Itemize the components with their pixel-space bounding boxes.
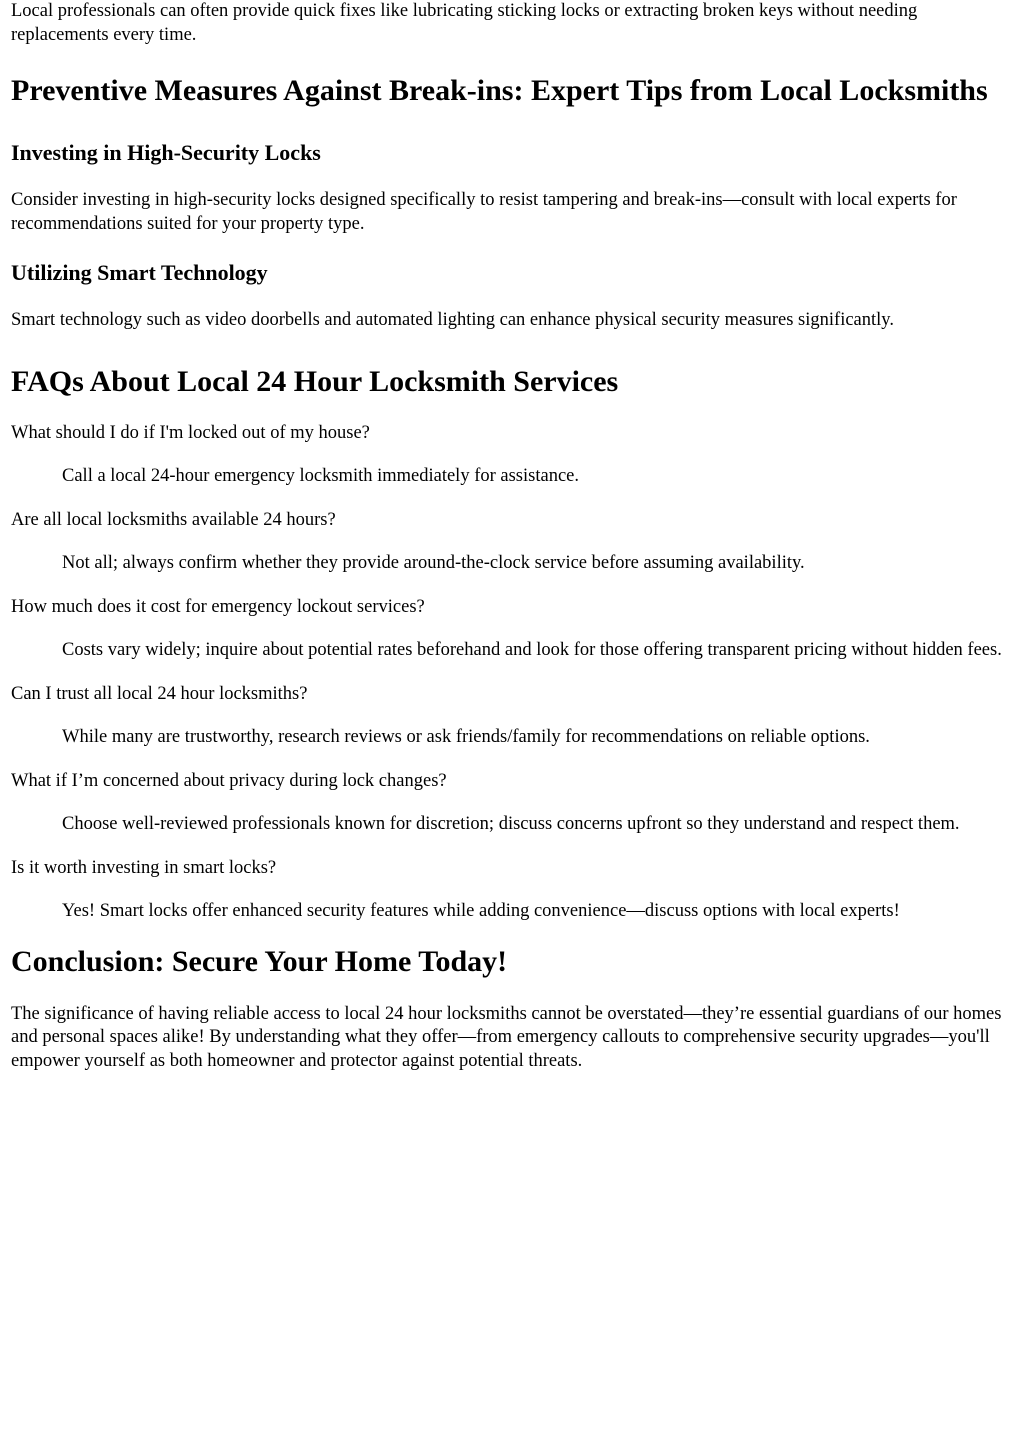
- preventive-heading: Preventive Measures Against Break-ins: Expert Tips from Local Locksmiths: [11, 74, 988, 107]
- faq-question: Can I trust all local 24 hour locksmiths?: [11, 683, 308, 704]
- faq-answer: Not all; always confirm whether they provide around-the-clock service before assuming availability.: [62, 553, 805, 573]
- investing-locks-paragraph: Consider investing in high-security locks designed specifically to resist tampering and break-ins—consult with local experts for recommendations suited for your property type.: [11, 190, 957, 234]
- investing-locks-heading: Investing in High-Security Locks: [11, 140, 321, 165]
- smart-technology-paragraph: Smart technology such as video doorbells and automated lighting can enhance physical security measures significantly.: [11, 310, 894, 330]
- faq-question: Is it worth investing in smart locks?: [11, 857, 277, 878]
- faq-question: What if I’m concerned about privacy during lock changes?: [11, 770, 447, 791]
- faq-answer: Choose well-reviewed professionals known for discretion; discuss concerns upfront so they understand and respect them.: [62, 814, 960, 834]
- faq-answer: Call a local 24-hour emergency locksmith immediately for assistance.: [62, 466, 579, 486]
- faq-heading: FAQs About Local 24 Hour Locksmith Services: [11, 364, 619, 398]
- faq-answer: Costs vary widely; inquire about potential rates beforehand and look for those offering transparent pricing without hidden fees.: [62, 640, 1002, 660]
- faq-question: Are all local locksmiths available 24 hours?: [11, 509, 336, 530]
- faq-question: How much does it cost for emergency lockout services?: [11, 596, 425, 617]
- faq-question: What should I do if I'm locked out of my house?: [11, 422, 370, 443]
- faq-answer: Yes! Smart locks offer enhanced security features while adding convenience—discuss options with local experts!: [62, 901, 900, 921]
- faq-answer: While many are trustworthy, research reviews or ask friends/family for recommendations on reliable options.: [62, 727, 870, 747]
- smart-technology-heading: Utilizing Smart Technology: [11, 260, 268, 285]
- intro-paragraph: Local professionals can often provide quick fixes like lubricating sticking locks or extracting broken keys without needing replacements every time.: [11, 1, 918, 45]
- conclusion-heading: Conclusion: Secure Your Home Today!: [11, 944, 508, 978]
- faq-list: [11, 422, 1014, 924]
- conclusion-paragraph: The significance of having reliable access to local 24 hour locksmiths cannot be overstated—they’re essential guardians of our homes and personal spaces alike! By understanding what they offer—from emergency callouts to comprehensive security upgrades—you'll empower yourself as both homeowner and protector against potential threats.: [11, 1003, 1002, 1071]
